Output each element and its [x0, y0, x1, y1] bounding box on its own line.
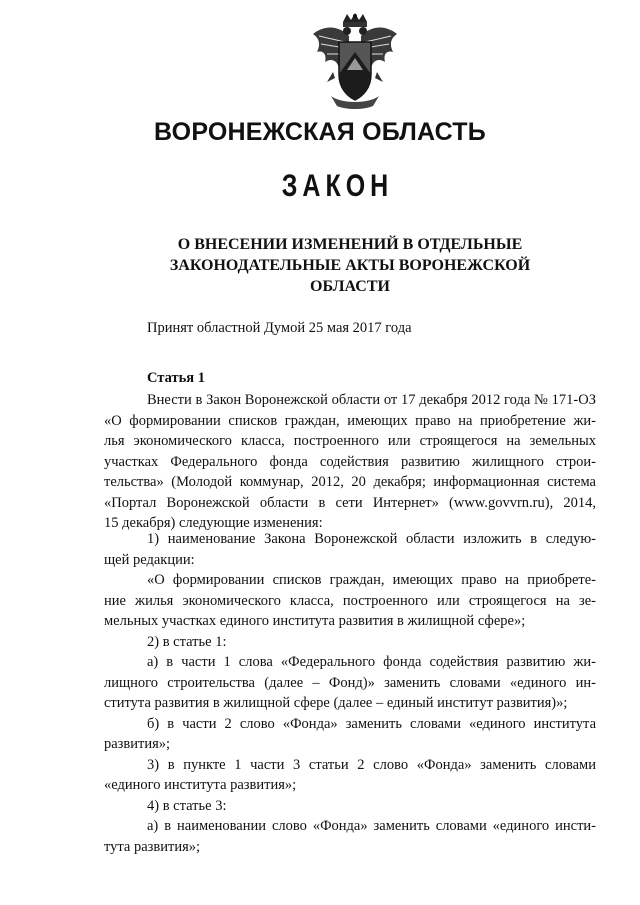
article-intro [104, 390, 596, 534]
text-line: 3) в пункте 1 части 3 статьи 2 слово «Фонда» заменить словами [147, 756, 596, 773]
text-line: развития»; [104, 736, 171, 752]
text-line: лья экономического класса, построенного или строящегося на земельных [104, 433, 596, 449]
article-changes [104, 529, 596, 857]
text-line: «О формировании списков граждан, имеющих право на приобретение жи- [104, 412, 596, 429]
document-type: ЗАКОН [281, 168, 394, 204]
text-line: тута развития»; [104, 838, 201, 855]
text-line: ние жилья экономического класса, построенного или строящегося на зе- [104, 592, 596, 609]
text-line: б) в части 2 слово «Фонда» заменить словами «единого института [147, 715, 596, 732]
region-title: ВОРОНЕЖСКАЯ ОБЛАСТЬ [154, 118, 486, 146]
law-title [160, 234, 540, 297]
adoption-date: Принят областной Думой 25 мая 2017 года [147, 320, 412, 336]
text-line: тельства» (Молодой коммунар, 2012, 20 декабря; информационная система [104, 474, 596, 490]
text-line: 4) в статье 3: [147, 797, 227, 814]
text-line: а) в части 1 слова «Федерального фонда содействия развитию жи- [147, 654, 596, 670]
law-title-line: ОБЛАСТИ [310, 278, 390, 295]
article-heading: Статья 1 [147, 370, 205, 386]
law-title-line: ЗАКОНОДАТЕЛЬНЫЕ АКТЫ ВОРОНЕЖСКОЙ [169, 257, 531, 274]
text-line: «единого института развития»; [104, 777, 297, 793]
text-line: лищного строительства (далее – Фонд)» заменить словами «единого ин- [104, 674, 596, 691]
text-line: участках Федерального фонда содействия развитию жилищного строи- [104, 453, 596, 470]
text-line: мельных участках единого института развития в жилищной сфере»; [104, 613, 526, 629]
voronezh-coat-of-arms-icon [309, 12, 401, 110]
text-line: щей редакции: [104, 551, 195, 568]
text-line: 2) в статье 1: [147, 633, 227, 650]
text-line: 15 декабря) следующие изменения: [104, 515, 323, 531]
text-line: «Портал Воронежской области в сети Интернет» (www.govvrn.ru), 2014, [104, 494, 596, 511]
text-line: 1) наименование Закона Воронежской области изложить в следую- [147, 531, 596, 547]
text-line: ститута развития в жилищной сфере (далее – единый институт развития)»; [104, 695, 568, 711]
text-line: Внести в Закон Воронежской области от 17 декабря 2012 года № 171-ОЗ [147, 392, 596, 408]
text-line: а) в наименовании слово «Фонда» заменить словами «единого инсти- [147, 818, 596, 834]
law-title-line: О ВНЕСЕНИИ ИЗМЕНЕНИЙ В ОТДЕЛЬНЫЕ [177, 236, 523, 253]
text-line: «О формировании списков граждан, имеющих право на приобрете- [147, 572, 596, 588]
